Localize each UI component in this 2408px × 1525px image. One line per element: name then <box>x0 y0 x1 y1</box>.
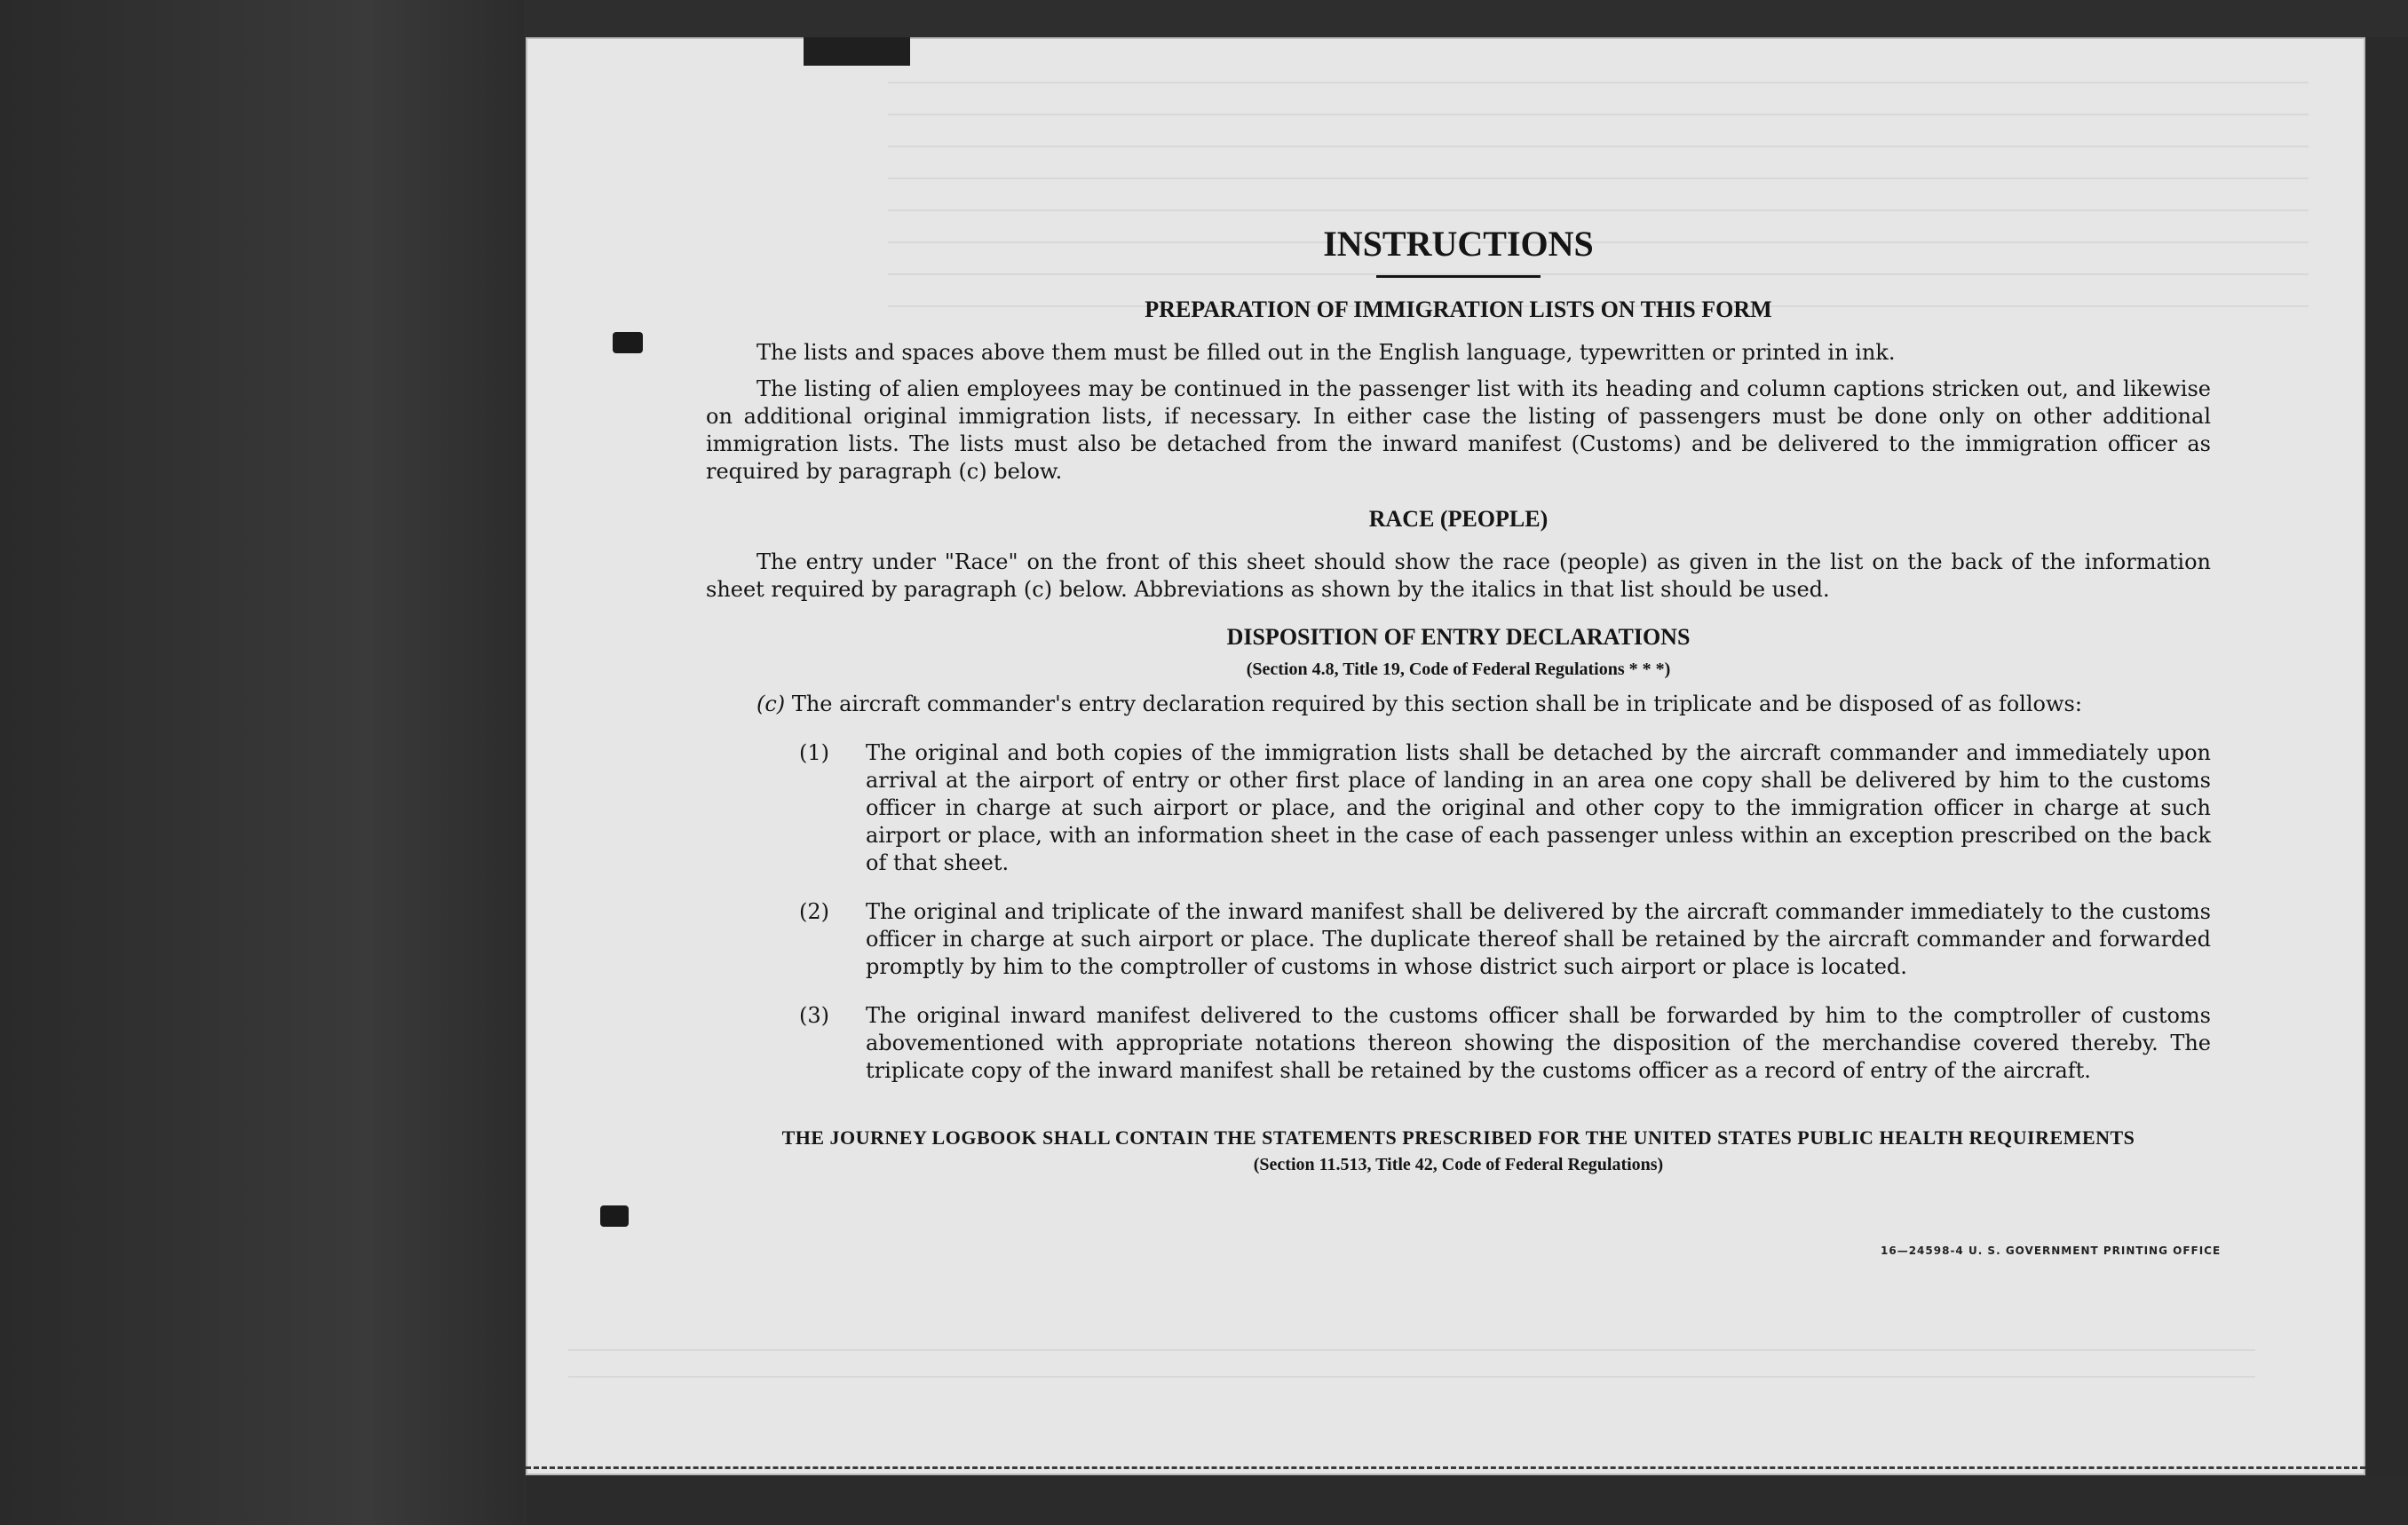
lead-text: The aircraft commander's entry declaration required by this section shall be in triplicate and be disposed of as follows: <box>791 691 2082 716</box>
list-item <box>706 898 2211 981</box>
punch-tab-mark <box>804 37 910 66</box>
footer-citation: (Section 11.513, Title 42, Code of Federal Regulations) <box>1253 1155 1664 1174</box>
item-number: (3) <box>799 1003 829 1028</box>
perforation-line <box>526 1466 2365 1469</box>
item-number: (2) <box>799 899 829 924</box>
list-item <box>706 739 2211 877</box>
film-background-left <box>0 0 524 1525</box>
footer-requirement: THE JOURNEY LOGBOOK SHALL CONTAIN THE STATEMENTS PRESCRIBED FOR THE UNITED STATES PUBLIC HEALTH REQUIREMENTS <box>781 1126 2135 1149</box>
lead-label: (c) <box>756 691 786 716</box>
lead-paragraph <box>706 691 2211 718</box>
item-text: The original and both copies of the immigration lists shall be detached by the aircraft commander and immediately upon arrival at the airport of entry or other first place of landing in an area one copy shall be delivered by him to the customs officer in charge at such airport or place, and the original and other copy to the immigration officer in charge at such airport or place, with an information sheet in the case of each passenger unless within an exception prescribed on the back of that sheet. <box>866 740 2211 875</box>
instructions-content <box>706 222 2211 1179</box>
item-number: (1) <box>799 740 829 765</box>
printing-office-code: 16—24598-4 U. S. GOVERNMENT PRINTING OFFICE <box>1881 1244 2222 1257</box>
section-heading-race: RACE (PEOPLE) <box>1368 506 1549 532</box>
page-title: INSTRUCTIONS <box>1323 224 1594 264</box>
section-heading-disposition: DISPOSITION OF ENTRY DECLARATIONS <box>1226 624 1691 650</box>
paragraph: The listing of alien employees may be continued in the passenger list with its heading and column captions stricken out, and likewise on additional original immigration lists, if necessary. In either case the listing of passengers must be done only on other additional immigration lists. The lists must also be detached from the inward manifest (Customs) and be delivered to the immigration officer as required by paragraph (c) below. <box>706 376 2211 484</box>
bleed-through-region <box>568 1349 2255 1403</box>
ink-blot-mark <box>600 1205 629 1227</box>
film-background-bottom <box>526 1475 2408 1525</box>
title-underline <box>1376 275 1541 278</box>
list-item <box>706 1002 2211 1085</box>
item-text: The original inward manifest delivered to the customs officer shall be forwarded by him to the comptroller of customs abovementioned with appropriate notations thereon showing the disposition of the merchandise covered thereby. The triplicate copy of the inward manifest shall be retained by the customs officer as a record of entry of the aircraft. <box>866 1003 2211 1083</box>
ink-blot-mark <box>613 332 643 353</box>
film-background-right <box>2365 37 2408 1525</box>
section-citation: (Section 4.8, Title 19, Code of Federal Regulations * * *) <box>1246 660 1671 679</box>
section-heading-preparation: PREPARATION OF IMMIGRATION LISTS ON THIS FORM <box>1145 296 1772 322</box>
item-text: The original and triplicate of the inward manifest shall be delivered by the aircraft commander immediately to the customs officer in charge at such airport or place. The duplicate thereof shall be retained by the aircraft commander and forwarded promptly by him to the comptroller of customs in whose district such airport or place is located. <box>866 899 2211 979</box>
paragraph: The entry under "Race" on the front of this sheet should show the race (people) as given in the list on the back of the information sheet required by paragraph (c) below. Abbreviations as shown by the italics in that list should be used. <box>706 549 2211 602</box>
paragraph: The lists and spaces above them must be filled out in the English language, typewritten or printed in ink. <box>756 340 1896 365</box>
